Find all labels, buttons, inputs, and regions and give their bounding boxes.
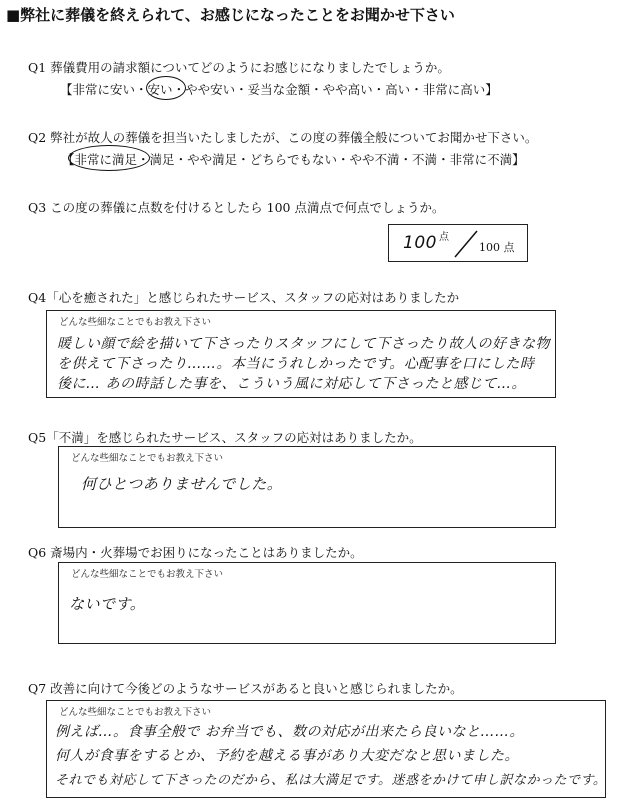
q4-answer-box[interactable]	[46, 310, 556, 398]
q5-answer-line-1: 何ひとつありませんでした。	[81, 475, 283, 493]
q2-selection-circle	[68, 145, 150, 171]
q2-option[interactable]: 満足	[149, 152, 175, 167]
q6-hint: どんな些細なことでもお教え下さい	[71, 569, 224, 580]
q7-answer-line-2: 何人が食事をするとか、予約を越える事があり大変だなと思いました。	[55, 748, 519, 764]
q4-question: Q4「心を癒された」と感じられたサービス、スタッフの応対はありましたか	[28, 290, 460, 305]
q5-question: Q5「不満」を感じられたサービス、スタッフの応対はありましたか。	[28, 430, 422, 445]
q2-option[interactable]: やや不満	[349, 152, 400, 167]
q3-slash-mark	[451, 229, 481, 259]
q3-max-score: 100 点	[479, 241, 515, 254]
q4-hint: どんな些細なことでもお教え下さい	[59, 317, 212, 328]
q3-question: Q3 この度の葬儀に点数を付けるとしたら 100 点満点で何点でしょうか。	[28, 200, 445, 215]
q1-option[interactable]: やや高い	[322, 82, 373, 97]
q1-option[interactable]: 非常に安い	[72, 82, 136, 97]
q1-options: 【非常に安い・安い・やや安い・妥当な金額・やや高い・高い・非常に高い】	[60, 82, 498, 97]
q4-answer-line-3: 後に… あの時話した事を、こういう風に対応して下さったと感じて…。	[57, 376, 526, 392]
q7-question: Q7 改善に向けて今後どのようなサービスがあると良いと感じられましたか。	[28, 681, 463, 696]
q2-option-selected[interactable]: 非常に満足	[74, 152, 138, 167]
page-title: ■弊社に葬儀を終えられて、お感じになったことをお聞かせ下さい	[6, 6, 455, 24]
q1-selection-circle	[146, 76, 186, 100]
q3-score-value: 100	[403, 233, 437, 253]
q2-option[interactable]: 非常に不満	[449, 152, 513, 167]
q5-hint: どんな些細なことでもお教え下さい	[71, 453, 224, 464]
q1-option[interactable]: 妥当な金額	[247, 82, 311, 97]
q2-option[interactable]: どちらでもない	[249, 152, 337, 167]
q4-answer-line-1: 暖しい顔で絵を描いて下さったりスタッフにして下さったり故人の好きな物	[57, 336, 550, 352]
q6-answer-line-1: ないです。	[69, 595, 146, 613]
q2-options: 【非常に満足・満足・やや満足・どちらでもない・やや不満・不満・非常に不満】	[62, 152, 525, 167]
q1-option-selected[interactable]: 安い	[147, 82, 173, 97]
q2-option[interactable]: 不満	[412, 152, 438, 167]
q7-hint: どんな些細なことでもお教え下さい	[59, 707, 212, 718]
q6-answer-box[interactable]	[58, 562, 556, 644]
q1-option[interactable]: 高い	[385, 82, 411, 97]
q3-score-unit: 点	[439, 232, 449, 243]
q7-answer-box[interactable]	[46, 700, 606, 798]
q1-option[interactable]: 非常に高い	[422, 82, 486, 97]
q7-answer-line-1: 例えば…。食事全般で お弁当でも、数の対応が出来たら良いなと……。	[55, 724, 524, 740]
q3-score-box[interactable]	[388, 224, 528, 262]
q4-answer-line-2: を供えて下さったり……。本当にうれしかったです。心配事を口にした時	[57, 356, 535, 372]
q1-option[interactable]: やや安い	[185, 82, 236, 97]
q7-answer-line-3: それでも対応して下さったのだから、私は大満足です。迷惑をかけて申し訳なかったです。	[55, 773, 607, 788]
q2-question: Q2 弊社が故人の葬儀を担当いたしましたが、この度の葬儀全般についてお聞かせ下さい。	[28, 130, 538, 145]
q2-option[interactable]: やや満足	[187, 152, 238, 167]
q6-question: Q6 斎場内・火葬場でお困りになったことはありましたか。	[28, 545, 363, 560]
q5-answer-box[interactable]	[58, 446, 556, 528]
q1-question: Q1 葬儀費用の請求額についてどのようにお感じになりましたでしょうか。	[28, 60, 450, 75]
